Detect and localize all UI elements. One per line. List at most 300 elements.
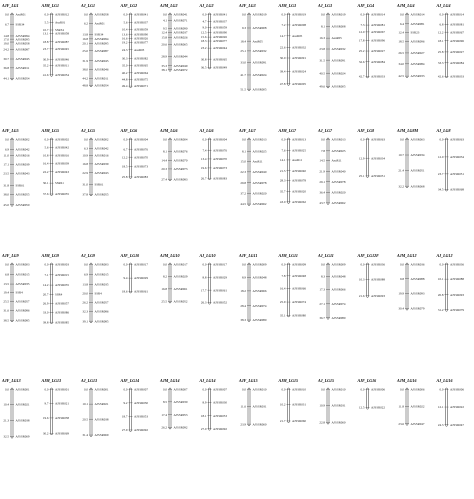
marker-name: AJSSR083 [213, 176, 227, 181]
linkage-group [1, 3, 30, 81]
marker-name: AJSSR033 [450, 74, 464, 79]
marker-name: AsaR05 [252, 39, 263, 44]
chromosome-bar [11, 263, 13, 322]
marker-name: AJSSR035 [94, 282, 109, 287]
marker-position: 8.5 [163, 399, 167, 404]
marker-name: AJSSR017 [213, 262, 227, 267]
marker-position: 7.6 [281, 148, 286, 153]
marker-name: AJSSR049 [173, 63, 188, 68]
marker-position: 0.0 [5, 262, 9, 267]
marker-name: AJSSR053 [213, 413, 227, 418]
marker-position: 4.1 [163, 18, 167, 23]
marker-position: 13.8 [82, 282, 88, 287]
marker-position: 6.7 [5, 22, 9, 27]
marker-position: 0.0 [163, 12, 167, 17]
marker-name: SSR61 [94, 182, 104, 187]
marker-name: AJSSR086 [15, 308, 30, 313]
marker-position: 0.0 [163, 137, 167, 142]
marker-position: 35.3 [161, 63, 167, 68]
marker-name: AJSSR005 [252, 87, 267, 92]
marker-name: AJSSR036 [450, 262, 464, 267]
marker-name: AJSSR029 [173, 274, 188, 279]
marker-position: 10.8 [42, 153, 49, 158]
marker-position: 23.9 [240, 422, 246, 427]
marker-name: AJSSR094 [15, 34, 30, 39]
marker-name: AJSSR088 [410, 276, 425, 281]
marker-position: 16.4 [279, 286, 286, 291]
marker-name: AJSSR044 [173, 54, 188, 59]
marker-position: 27.4 [161, 177, 167, 182]
marker-position: 30.3 [121, 56, 128, 61]
marker-name: AJSSR049 [213, 65, 227, 70]
marker-name: AJSSR022 [371, 405, 385, 410]
marker-position: 0.0 [360, 137, 365, 142]
marker-position: 18.5 [398, 39, 404, 44]
marker-position: 14.4 [161, 158, 167, 163]
marker-position: 35.1 [279, 313, 286, 318]
marker-name: AJSSR029 [134, 276, 148, 281]
marker-name: AJSSR039 [55, 161, 69, 166]
marker-position: 22.2 [42, 169, 49, 174]
linkage-group-title: AJF_LG7 [239, 128, 256, 133]
marker-name: AJSSR085 [55, 320, 69, 325]
marker-name: AJSSR080 [292, 313, 306, 318]
linkage-group-title: AJ_LG14 [199, 378, 216, 383]
marker-position: 18.7 [121, 414, 128, 419]
marker-name: AJSSR042 [15, 147, 30, 152]
marker-position: 30.2 [42, 431, 49, 436]
marker-position: 22.8 [319, 420, 325, 425]
marker-name: AJSSR077 [134, 40, 148, 45]
marker-position: 49.4 [121, 84, 128, 89]
marker-position: 24.3 [437, 422, 444, 427]
marker-position: 33.3 [437, 60, 444, 65]
marker-name: AJSSR093 [410, 291, 425, 296]
marker-name: AJSSR055 [55, 192, 69, 197]
marker-position: 15.6 [200, 35, 207, 40]
marker-name: AJSSR011 [15, 65, 30, 70]
marker-position: 42.6 [437, 74, 444, 79]
marker-position: 20.1 [82, 41, 88, 46]
marker-position: 0.0 [281, 12, 286, 17]
marker-position: 26.7 [200, 176, 207, 181]
linkage-group-title: AJM_LG14 [160, 378, 180, 383]
marker-position: 17.3 [319, 287, 325, 292]
marker-name: SSR34 [55, 28, 64, 33]
marker-name: AJSSR031 [331, 403, 346, 408]
marker-position: 6.4 [400, 21, 404, 26]
marker-name: AJSSR025 [331, 148, 346, 153]
marker-position: 14.5 [319, 158, 325, 163]
marker-position: 31.8 [3, 183, 9, 188]
marker-position: 6.8 [439, 22, 444, 27]
marker-name: AJSSR045 [55, 46, 69, 51]
marker-position: 0.0 [44, 262, 49, 267]
marker-name: AJSSR010 [252, 387, 267, 392]
marker-position: 0.0 [439, 387, 444, 392]
marker-name: AJSSR030 [173, 399, 188, 404]
marker-name: AJSSR079 [450, 307, 464, 312]
marker-position: 16.8 [161, 286, 167, 291]
marker-name: AJSSR008 [292, 23, 306, 28]
marker-name: AJSSR014 [371, 12, 385, 17]
marker-name: AJSSR092 [134, 428, 148, 433]
marker-name: AJSSR082 [134, 56, 148, 61]
marker-name: AJSSR036 [410, 262, 425, 267]
chromosome-bar [51, 138, 53, 196]
chromosome-bar [367, 138, 369, 177]
marker-name: AsaR05 [292, 33, 303, 38]
marker-position: 9.0 [202, 25, 207, 30]
chromosome-bar [406, 138, 408, 188]
marker-position: 12.2 [121, 155, 128, 160]
marker-name: AJSSR074 [252, 303, 267, 308]
marker-position: 18.8 [42, 39, 49, 44]
linkage-group-title: AJF_LG5 [2, 128, 19, 133]
marker-position: 36.8 [3, 65, 9, 70]
marker-name: AJSSR010 [292, 387, 306, 392]
marker-name: AJSSR007 [134, 387, 148, 392]
marker-position: 26.2 [82, 300, 88, 305]
marker-position: 30.8 [200, 57, 207, 62]
marker-position: 17.8 [358, 38, 365, 43]
marker-position: 17.1 [3, 162, 9, 167]
marker-position: 5.6 [44, 145, 49, 150]
marker-name: AJSSR016 [55, 153, 69, 158]
marker-position: 38.5 [3, 318, 9, 323]
marker-name: AJSSR013 [331, 137, 346, 142]
marker-name: AJSSR004 [134, 137, 148, 142]
marker-position: 11.6 [240, 404, 246, 409]
marker-position: 39.4 [279, 69, 286, 74]
marker-position: 32.3 [82, 309, 88, 314]
marker-position: 26.5 [398, 51, 404, 56]
marker-position: 0.0 [400, 387, 404, 392]
marker-position: 41.6 [42, 72, 49, 77]
marker-name: AJSSR001 [94, 387, 109, 392]
marker-position: 0.0 [281, 387, 286, 392]
marker-position: 42.7 [358, 74, 365, 79]
marker-name: AJSSR038 [94, 417, 109, 422]
marker-name: AJSSR058 [55, 31, 69, 36]
marker-position: 20.8 [437, 292, 444, 297]
linkage-group-title: AJ_LG10 [199, 253, 216, 258]
marker-position: 8.8 [202, 275, 207, 280]
marker-name: AJSSR043 [94, 170, 109, 175]
marker-name: AJSSR046 [94, 67, 109, 72]
linkage-group-title: AJ_LG9 [81, 253, 95, 258]
marker-position: 0.0 [123, 12, 128, 17]
marker-position: 13.8 [82, 32, 88, 37]
linkage-group-title: AJM_LG1 [41, 3, 60, 8]
marker-position: 10.1 [437, 277, 444, 282]
marker-name: AJSSR084 [410, 61, 425, 66]
marker-position: 24.2 [3, 47, 9, 52]
marker-position: 10.4 [121, 27, 128, 32]
marker-position: 26.3 [200, 300, 207, 305]
marker-position: 32.6 [358, 59, 365, 64]
chromosome-bar [367, 13, 369, 78]
marker-position: 30.7 [3, 57, 9, 62]
marker-name: AJSSR078 [292, 178, 306, 183]
marker-position: 39.8 [42, 320, 49, 325]
marker-name: AJSSR081 [450, 22, 464, 27]
marker-name: AJSSR009 [331, 262, 346, 267]
marker-name: AJSSR093 [371, 293, 385, 298]
marker-position: 42.5 [398, 74, 404, 79]
marker-position: 37.8 [82, 192, 88, 197]
marker-position: 8.9 [242, 275, 246, 280]
marker-name: AJSSR019 [331, 12, 346, 17]
marker-position: 35.7 [279, 189, 286, 194]
marker-name: AJSSR009 [252, 262, 267, 267]
marker-position: 38.3 [240, 318, 246, 323]
linkage-group [199, 3, 228, 70]
marker-name: AJSSR092 [213, 426, 227, 431]
marker-name: AJSSR019 [252, 12, 267, 17]
chromosome-bar [90, 138, 92, 196]
marker-name: AJSSR004 [173, 137, 188, 142]
marker-name: AJSSR065 [173, 42, 188, 47]
marker-name: AJSSR005 [292, 81, 306, 86]
marker-position: 12.0 [358, 30, 365, 34]
marker-name: AJSSR021 [94, 402, 109, 407]
linkage-group-title: AJF_LG16 [357, 378, 377, 383]
marker-position: 23.2 [200, 46, 207, 51]
marker-name: AJSSR038 [15, 418, 30, 423]
marker-position: 9.2 [123, 400, 128, 405]
marker-position: 48.8 [82, 83, 88, 88]
marker-name: AJSSR048 [252, 275, 267, 280]
marker-position: 35.2 [42, 63, 49, 68]
marker-name: AJSSR009 [292, 262, 306, 267]
marker-name: AJSSR053 [134, 414, 148, 419]
marker-name: AJSSR002 [15, 137, 30, 142]
chromosome-bar [90, 263, 92, 323]
marker-position: 36.5 [200, 65, 207, 70]
marker-name: AJSSR011 [55, 63, 69, 68]
marker-position: 23.7 [437, 171, 444, 176]
marker-name: AJSSR060 [252, 422, 267, 427]
marker-position: 0.0 [123, 137, 128, 142]
marker-name: AJSSR075 [134, 77, 148, 82]
marker-name: AJSSR030 [134, 400, 148, 405]
chromosome-bar [446, 138, 448, 191]
marker-name: AJSSR051 [410, 168, 425, 173]
marker-name: AJSSR019 [292, 12, 306, 17]
marker-name: AJSSR074 [292, 300, 306, 305]
marker-position: 9.3 [242, 26, 246, 31]
marker-position: 31.2 [437, 307, 444, 312]
marker-position: 6.3 [84, 146, 88, 151]
marker-name: AJSSR045 [15, 57, 30, 62]
marker-name: AJSSR002 [94, 137, 109, 142]
marker-name: AJSSR043 [55, 169, 69, 174]
marker-name: AJSSR041 [173, 12, 188, 17]
marker-name: AsaR01 [15, 12, 26, 17]
marker-name: AJSSR037 [173, 30, 188, 35]
marker-position: 20.5 [82, 417, 88, 422]
marker-name: AJSSR067 [371, 30, 385, 34]
marker-position: 0.0 [163, 262, 167, 267]
linkage-group-title: AJ_LG1 [81, 3, 95, 8]
marker-position: 14.2 [42, 283, 49, 288]
marker-name: AJSSR036 [371, 262, 385, 267]
chromosome-bar [248, 263, 250, 322]
linkage-group-title: AJM_LG7 [278, 128, 297, 133]
marker-name: AJSSR091 [292, 56, 306, 61]
marker-position: 0.0 [202, 262, 207, 267]
marker-name: AJSSR014 [450, 12, 464, 17]
marker-position: 18.6 [121, 289, 128, 294]
marker-name: AJSSR087 [15, 47, 30, 52]
marker-name: AJSSR092 [173, 425, 188, 430]
linkage-group-title: AJ_LG16 [436, 378, 453, 383]
marker-position: 0.0 [242, 387, 246, 392]
marker-name: AJSSR061 [173, 286, 188, 291]
marker-name: AJSSR007 [173, 387, 188, 392]
marker-name: AsaR05 [331, 36, 342, 41]
marker-name: AJSSR087 [94, 48, 109, 53]
marker-name: AJSSR054 [15, 76, 30, 81]
linkage-group-title: AJ_LG6 [199, 128, 214, 133]
linkage-group-title: AJF_LG12F [357, 253, 379, 258]
marker-name: AJSSR073 [213, 166, 227, 171]
marker-position: 30.9 [42, 57, 49, 62]
marker-name: AJSSR051 [371, 173, 385, 178]
marker-name: AJSSR078 [331, 179, 346, 184]
marker-position: 31.4 [82, 433, 88, 438]
linkage-group-title: AJF_LG2 [120, 3, 138, 8]
marker-name: AJSSR015 [15, 272, 30, 277]
marker-position: 6.8 [5, 272, 9, 277]
marker-position: 0.0 [202, 137, 207, 142]
marker-position: 44.2 [82, 76, 88, 81]
marker-position: 19.2 [121, 40, 128, 45]
marker-position: 21.5 [279, 168, 286, 173]
marker-name: AJSSR040 [331, 169, 346, 174]
chromosome-bar [169, 263, 171, 303]
marker-name: AJSSR008 [331, 24, 346, 29]
marker-name: AJSSR040 [252, 169, 267, 174]
marker-name: AJSSR084 [371, 59, 385, 64]
marker-name: AJSSR040 [292, 168, 306, 173]
marker-name: AJSSR039 [15, 162, 30, 167]
marker-position: 43.0 [279, 199, 286, 204]
marker-name: AJSSR031 [292, 402, 306, 407]
marker-name: SSR4 [94, 291, 102, 296]
marker-name: AJSSR027 [450, 50, 464, 55]
marker-name: AJSSR055 [94, 192, 109, 197]
chromosome-bar [446, 263, 448, 311]
marker-position: 20.7 [42, 292, 49, 297]
marker-position: 9.5 [163, 26, 167, 31]
marker-name: AJSSR001 [55, 387, 69, 392]
marker-position: 6.2 [84, 21, 88, 26]
marker-name: AJSSR067 [450, 30, 464, 35]
chromosome-bar [327, 263, 329, 319]
marker-position: 34.0 [398, 61, 404, 66]
marker-position: 10.7 [42, 28, 49, 33]
marker-position: 7.1 [44, 272, 49, 277]
linkage-group-title: AJF_LG6 [120, 128, 138, 133]
marker-name: AJSSR071 [173, 18, 188, 23]
chromosome-bar [327, 388, 329, 424]
marker-name: AJSSR061 [134, 289, 148, 294]
marker-position: 0.0 [5, 387, 9, 392]
linkage-group-title: AJF_LG9 [2, 253, 19, 258]
chromosome-bar [11, 13, 13, 80]
linkage-group-title: AJ_LG12 [436, 253, 453, 258]
marker-name: AJSSR007 [213, 387, 227, 392]
marker-position: 33.0 [42, 310, 49, 315]
marker-name: AJSSR063 [371, 137, 385, 142]
marker-position: 40.2 [121, 70, 128, 75]
marker-name: AJSSR096 [450, 38, 464, 43]
marker-name: AJSSR085 [94, 319, 109, 324]
marker-name: AJSSR069 [55, 431, 69, 436]
marker-position: 0.0 [360, 387, 365, 392]
marker-position: 49.6 [319, 84, 325, 89]
marker-name: AJSSR059 [134, 27, 148, 32]
marker-name: AJSSR053 [173, 412, 188, 417]
marker-name: AJSSR091 [331, 58, 346, 63]
marker-position: 0.0 [321, 137, 325, 142]
marker-name: AJSSR017 [173, 262, 188, 267]
marker-position: 0.0 [84, 137, 88, 142]
marker-name: AJSSR076 [213, 148, 227, 153]
marker-position: 19.9 [398, 291, 404, 296]
marker-position: 7.3 [360, 23, 365, 28]
marker-position: 36.7 [319, 315, 325, 320]
marker-name: AJSSR031 [252, 404, 267, 409]
linkage-group-title: AJM_LG16 [397, 378, 417, 383]
marker-name: AJSSR066 [252, 288, 267, 293]
marker-position: 0.0 [84, 262, 88, 267]
marker-name: AJSSR083 [134, 175, 148, 180]
marker-position: 18.3 [200, 39, 207, 44]
marker-position: 21.7 [279, 419, 286, 424]
marker-position: 14.8 [3, 34, 9, 39]
marker-name: AJSSR042 [94, 146, 109, 151]
marker-position: 0.0 [202, 387, 207, 392]
marker-name: AJSSR080 [331, 315, 346, 320]
marker-name: AJSSR020 [331, 190, 346, 195]
marker-position: 23.6 [398, 421, 404, 426]
marker-name: AJSSR021 [15, 402, 30, 407]
marker-position: 25.0 [82, 48, 88, 53]
marker-position: 10.7 [398, 153, 404, 158]
marker-position: 38.0 [3, 192, 9, 197]
marker-position: 8.3 [321, 274, 325, 279]
marker-name: AJSSR024 [292, 69, 306, 74]
marker-name: AJSSR086 [55, 310, 69, 315]
marker-position: 33.0 [240, 60, 246, 65]
marker-position: 0.0 [242, 12, 246, 17]
marker-name: AJSSR039 [94, 161, 109, 166]
linkage-group-title: AJ_LG7 [318, 128, 332, 133]
marker-name: AJSSR078 [252, 180, 267, 185]
marker-position: 0.0 [123, 387, 128, 392]
marker-position: 22.3 [240, 169, 246, 174]
marker-name: AJSSR041 [213, 12, 227, 17]
marker-name: AJSSR015 [55, 272, 69, 277]
marker-position: 7.4 [202, 148, 207, 153]
marker-position: 0.0 [400, 12, 404, 17]
marker-name: AJSSR034 [371, 156, 385, 161]
marker-position: 20.0 [82, 291, 88, 296]
marker-position: 11.0 [3, 153, 9, 158]
